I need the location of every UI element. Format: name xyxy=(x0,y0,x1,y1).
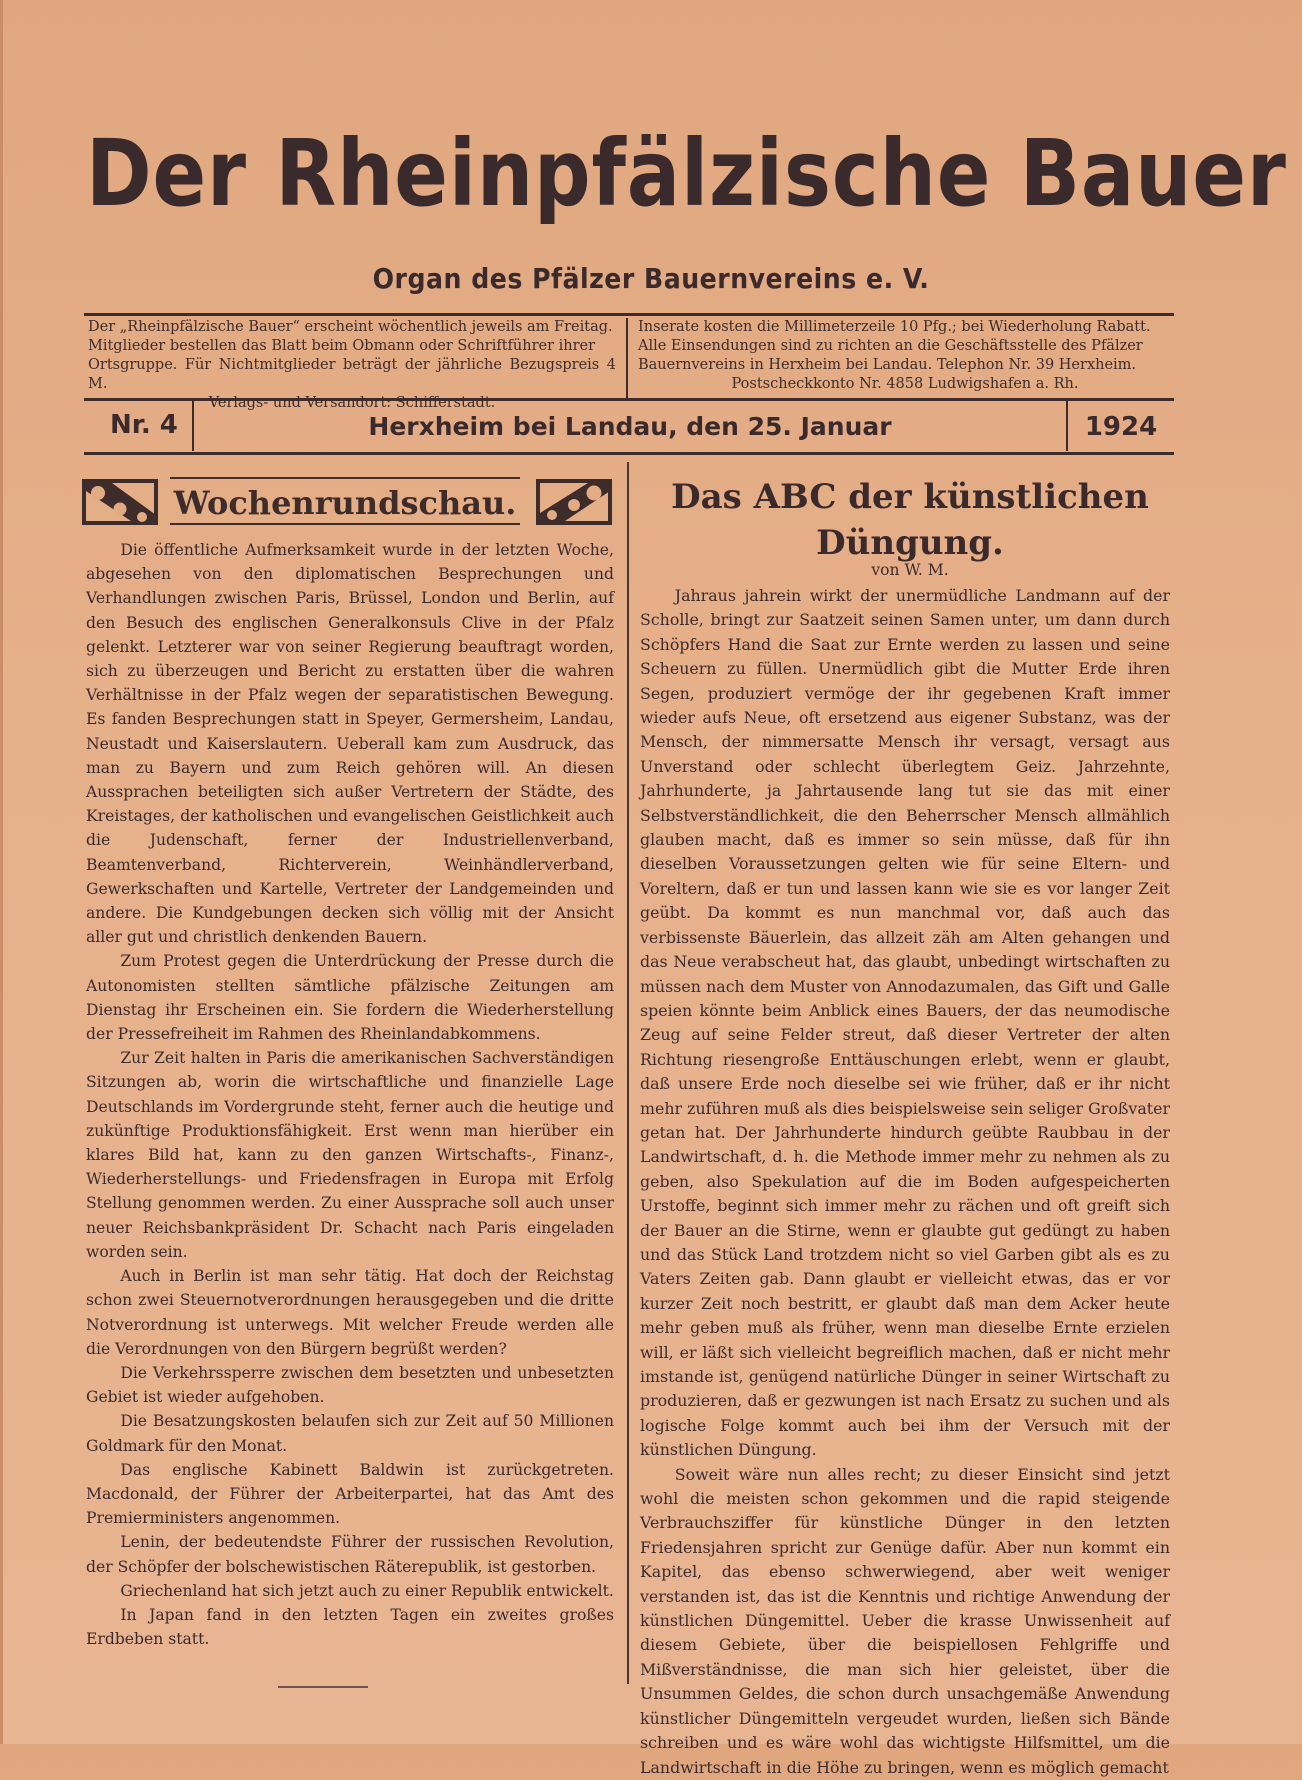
issue-number: Nr. 4 xyxy=(110,410,178,440)
article-paragraph: Die Besatzungskosten belaufen sich zur Zeit auf 50 Millionen Goldmark für den Monat. xyxy=(86,1412,614,1455)
ornament-icon xyxy=(536,479,612,525)
wochenrundschau-header xyxy=(82,477,612,527)
article-paragraph: Griechenland hat sich jetzt auch zu einer Republik entwickelt. xyxy=(120,1581,614,1600)
advertising-line: Inserate kosten die Millimeterzeile 10 Pfg.; bei Wiederholung Rabatt. xyxy=(638,319,1151,335)
issue-year: 1924 xyxy=(1084,412,1158,442)
postal-account: Postscheckkonto Nr. 4858 Ludwigshafen a. Rh. xyxy=(731,376,1079,392)
left-article-body xyxy=(86,538,614,1651)
article-paragraph: Die Verkehrssperre zwischen dem besetzten und unbesetzten Gebiet ist wieder aufgehoben. xyxy=(86,1363,614,1407)
rule-info-divider xyxy=(626,318,628,398)
abc-title-line: Das ABC der künstlichen xyxy=(671,477,1149,517)
subscription-line: Mitglieder bestellen das Blatt beim Obmann oder Schriftführer ihrer xyxy=(88,338,596,354)
ornament-icon xyxy=(82,479,158,525)
masthead-subtitle: Organ des Pfälzer Bauernvereins e. V. xyxy=(372,262,930,295)
masthead-title: Der Rheinpfälzische Bauer xyxy=(86,120,1287,227)
right-article-body xyxy=(640,584,1170,1780)
advertising-line: Bauernvereins in Herxheim bei Landau. Telephon Nr. 39 Herxheim. xyxy=(638,357,1137,373)
article-paragraph: Auch in Berlin ist man sehr tätig. Hat doch der Reichstag schon zwei Steuernotverordnungen herausgegeben und die dritte Notverordnung ist unterwegs. Mit welcher Freude werden alle die Verordnungen von den Bürgern begrüßt werden? xyxy=(86,1267,614,1358)
advertising-info xyxy=(638,318,1172,394)
article-paragraph: Lenin, der bedeutendste Führer der russischen Revolution, der Schöpfer der bolschewistischen Räterepublik, ist gestorben. xyxy=(86,1533,614,1576)
rule-issue-bottom xyxy=(84,452,1174,455)
issue-place-date: Herxheim bei Landau, den 25. Januar xyxy=(368,412,892,441)
column-divider xyxy=(627,462,629,1684)
article-paragraph: Die öffentliche Aufmerksamkeit wurde in der letzten Woche, abgesehen von den diplomatischen Besprechungen und Verhandlungen zwischen Paris, Brüssel, London und Berlin, auf den Besuch des englischen Generalkonsuls Clive in der Pfalz gelenkt. Letzterer war von seiner Regierung beauftragt worden, sich zu überzeugen und Bericht zu erstatten über die wahren Verhältnisse in der Pfalz wegen der separatistischen Bewegung. Es fanden Besprechungen statt in Speyer, Germersheim, Landau, Neustadt und Kaiserslautern. Ueberall kam zum Ausdruck, das man zu Bayern und zum Reich gehören will. An diesen Aussprachen beteiligten sich außer Vertretern der Städte, des Kreistages, der katholischen und evangelischen Geistlichkeit auch die Judenschaft, ferner der Industriellenverband, Beamtenverband, Richterverein, Weinhändlerverband, Gewerkschaften und Kartelle, Vertreter der Landgemeinden und andere. Die Kundgebungen decken sich völlig mit der Ansicht aller gut und christlich denkenden Bauern. xyxy=(86,541,614,947)
article-paragraph: Jahraus jahrein wirkt der unermüdliche Landmann auf der Scholle, bringt zur Saatzeit seinen Samen unter, um dann durch Schöpfers Hand die Saat zur Ernte werden zu lassen und seine Scheuern zu füllen. Unermüdlich gibt die Mutter Erde ihren Segen, produziert vermöge der ihr gegebenen Kraft immer wieder aufs Neue, oft ersetzend aus eigener Substanz, was der Mensch, der nimmersatte Mensch ihr versagt, versagt aus Unverstand oder schlecht überlegtem Geiz. Jahrzehnte, Jahrhunderte, ja Jahrtausende lang tut sie das mit einer Selbstverständlichkeit, die den Beherrscher Mensch allmählich glauben macht, daß es immer so sein müsse, daß für ihn dieselben Voraussetzungen gelten wie für seine Eltern- und Voreltern, daß er tun und lassen kann wie sie es vor langer Zeit geübt. Da kommt es nun manchmal vor, daß auch das verbissenste Bäuerlein, das allzeit zäh am Alten gehangen und das Neue verabscheut hat, das glaubt, unbedingt wirtschaften zu müssen nach dem Muster von Annodazumalen, das Gift und Galle speien könnte beim Anblick eines Bauers, der das neumodische Zeug auf seine Felder streut, daß dieser Vertreter der alten Richtung riesengroße Enttäuschungen erlebt, wenn er glaubt, daß unsere Erde noch dieselbe sei wie früher, daß er ihr nicht mehr zuführen muß als dies beispielsweise sein seliger Großvater getan hat. Der Jahrhunderte hindurch geübte Raubbau in der Landwirtschaft, d. h. die Methode immer mehr zu nehmen als zu geben, also Spekulation auf die im Boden aufgespeicherten Urstoffe, beginnt sich immer mehr zu rächen und oft greift sich der Bauer an die Stirne, wenn er glaubte gut gedüngt zu haben und das Stück Land trotzdem nicht so viel Garben gibt als es zu Vaters Zeiten gab. Dann glaubt er vielleicht etwas, das er vor kurzer Zeit noch bestritt, er glaubt daß man dem Acker heute mehr geben muß als früher, wenn man dieselbe Ernte erzielen will, er läßt sich vielleicht begreiflich machen, daß er nicht mehr imstande ist, genügend natürliche Dünger in seiner Wirtschaft zu produzieren, daß er gezwungen ist nach Ersatz zu suchen und als logische Folge kommt auch bei ihm der Versuch mit der künstlichen Düngung. xyxy=(640,586,1170,1460)
abc-title-line: Düngung. xyxy=(816,523,1004,563)
abc-article-author: von W. M. xyxy=(871,561,949,579)
rule-top xyxy=(84,313,1174,316)
wochenrundschau-title: Wochenrundschau. xyxy=(170,477,520,525)
article-paragraph: Soweit wäre nun alles recht; zu dieser Einsicht sind jetzt wohl die meisten schon gekommen und die rapid steigende Verbrauchsziffer für künstliche Dünger in den letzten Friedensjahren spricht zur Genüge dafür. Aber nun kommt ein Kapitel, das ebenso schwerwiegend, aber weit weniger verstanden ist, das ist die Kenntnis und richtige Anwendung der künstlichen Düngemittel. Ueber die krasse Unwissenheit auf diesem Gebiete, über die beispiellosen Fehlgriffe und Mißverständnisse, die man sich hier geleistet, über die Unsummen Geldes, die schon durch unsachgemäße Anwendung künstlicher Düngemitteln vergeudet wurden, ließen sich Bände schreiben und es wäre wohl das wichtigste Hilfsmittel, um die Landwirtschaft in die Höhe zu bringen, wenn es möglich gemacht xyxy=(640,1464,1170,1777)
article-paragraph: Zur Zeit halten in Paris die amerikanischen Sachverständigen Sitzungen ab, worin die wirtschaftliche und finanzielle Lage Deutschlands im Vordergrunde steht, ferner auch die heutige und zukünftige Produktionsfähigkeit. Erst wenn man hierüber ein klares Bild hat, kann zu den ganzen Wirtschafts-, Finanz-, Wiederherstellungs- und Friedensfragen in Europa mit Erfolg Stellung genommen werden. Zu einer Aussprache soll auch unser neuer Reichsbankpräsident Dr. Schacht nach Paris eingeladen worden sein. xyxy=(86,1049,614,1261)
subscription-info xyxy=(88,318,616,413)
article-paragraph: Zum Protest gegen die Unterdrückung der Presse durch die Autonomisten stellten sämtliche pfälzische Zeitungen am Dienstag ihr Erscheinen ein. Sie fordern die Wiederherstellung der Pressefreiheit im Rahmen des Rheinlandabkommens. xyxy=(86,952,614,1044)
advertising-line: Alle Einsendungen sind zu richten an die Geschäftsstelle des Pfälzer xyxy=(638,338,1143,354)
article-paragraph: Das englische Kabinett Baldwin ist zurückgetreten. Macdonald, der Führer der Arbeiterpartei, hat das Amt des Premierministers angenommen. xyxy=(86,1460,614,1528)
subscription-line: Ortsgruppe. Für Nichtmitglieder beträgt der jährliche Bezugspreis 4 M. xyxy=(88,357,616,392)
end-rule xyxy=(278,1686,368,1688)
publishing-place: Verlags- und Versandort: Schifferstadt. xyxy=(208,395,496,411)
subscription-line: Der „Rheinpfälzische Bauer“ erscheint wöchentlich jeweils am Freitag. xyxy=(88,319,613,335)
abc-article-title xyxy=(640,474,1180,566)
article-paragraph: In Japan fand in den letzten Tagen ein zweites großes Erdbeben statt. xyxy=(86,1605,614,1649)
